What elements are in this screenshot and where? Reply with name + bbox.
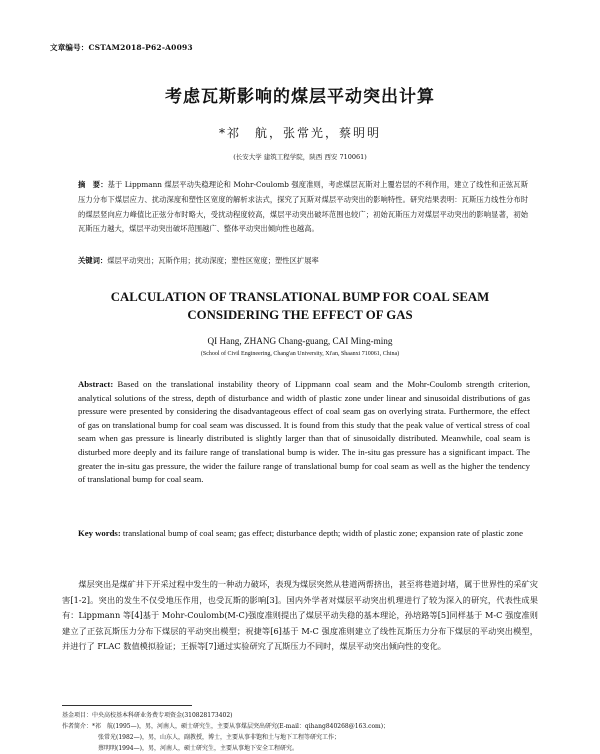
chinese-keywords xyxy=(78,256,528,266)
chinese-title: 考虑瓦斯影响的煤层平动突出计算 xyxy=(165,87,435,107)
footnotes xyxy=(62,710,538,754)
english-abstract xyxy=(78,378,530,487)
chinese-abstract-text: 基于 Lippmann 煤层平动失稳理论和 Mohr-Coulomb 强度准则，考虑煤层瓦斯对上覆岩层的不利作用，建立了线性和正弦瓦斯压力分布下煤层应力、扰动深度和塑性区宽度的解析求法式，探究了瓦斯对煤层平动突出的影响特性。研究结果表明：瓦斯压力线性分布时的煤层竖向应力峰值比正弦分布时略大，受扰动程度较高，煤层平动突出破坏范围也较广；初始瓦斯压力对煤层平动突出的影响显著，初始瓦斯压力越大，煤层平动突出破坏范围越广、整体平动突出倾向性也越高。 xyxy=(78,180,528,234)
chinese-abstract-label: 摘 要： xyxy=(78,180,108,189)
english-keywords xyxy=(78,527,530,541)
english-abstract-text: Based on the translational instability theory of Lippmann coal seam and the Mohr-Coulomb strength criterion, analytical solutions of the stress, depth of disturbance and width of plastic zone under linear and sinusoidal distributions of gas pressure were presented by considering the disadvantageous effect of coal seam gas on overlying strata. Furthermore, the effect of gas on translational bump for coal seam was discussed. It is found from this study that the peak value of vertical stress of coal seam when gas pressure is linearly distributed is slightly larger than that of sinusoidally distributed. Meanwhile, coal seam is disturbed more deeply and its failure range of translational bump is wider. The in-situ gas pressure has a significant impact. The greater the in-situ gas pressure, the wider the failure range of translational bump for coal seam as well as the higher the tendency of translational bump for coal seam. xyxy=(78,379,530,485)
chinese-affiliation: (长安大学 建筑工程学院，陕西 西安 710061) xyxy=(233,153,367,161)
chinese-keywords-label: 关键词： xyxy=(78,256,108,265)
english-keywords-label: Key words: xyxy=(78,528,121,538)
footnote-funding: 基金项目：中央高校基本科研业务费专项资金(310828173402) xyxy=(62,712,233,719)
english-abstract-label: Abstract: xyxy=(78,379,114,389)
body-paragraph: 煤层突出是煤矿井下开采过程中发生的一种动力破坏，表现为煤层突然从巷道两帮挤出，甚至将巷道封堵，属于世界性的采矿灾害[1-2]。突出的发生不仅受地压作用，也受瓦斯的影响[3]。国内外学者对煤层平动突出机理进行了较为深入的研究，代表性成果有：Lippmann 等[4]基于 Mohr-Coulomb(M-C)强度准则提出了煤层平动失稳的基本理论，孙培路等[5]同样基于 M-C 强度准则建立了正弦瓦斯压力分布下煤层的平动突出模型；祝捷等[6]基于 M-C 强度准则建立了线性瓦斯压力分布下煤层的平动突出模型，并进行了 FLAC 数值模拟验证；王振等[7]通过实验研究了瓦斯压力不同时，煤层平动突出倾向性的变化。 xyxy=(62,579,538,652)
article-number: 文章编号：CSTAM2018-P62-A0093 xyxy=(50,43,193,52)
chinese-keywords-text: 煤层平动突出；瓦斯作用；扰动深度；塑性区宽度；塑性区扩展率 xyxy=(107,256,319,265)
english-keywords-text: translational bump of coal seam; gas effect; disturbance depth; width of plastic zone; expansion rate of plastic zone xyxy=(120,528,523,538)
english-title-line2: CONSIDERING THE EFFECT OF GAS xyxy=(187,308,413,322)
footnote-author1: 作者简介：*祁 航(1995—)，男，河南人，硕士研究生，主要从事煤层突出研究(E-mail：qihang840268@163.com)； xyxy=(62,723,390,730)
footnote-author2: 张常光(1982—)，男，山东人，副教授，博士，主要从事非饱和土与地下工程等研究工作； xyxy=(98,734,340,741)
chinese-abstract xyxy=(78,178,528,237)
english-title-line1: CALCULATION OF TRANSLATIONAL BUMP FOR COAL SEAM xyxy=(110,290,490,304)
footnote-author3: 蔡明明(1994—)，男，河南人，硕士研究生，主要从事地下安全工程研究。 xyxy=(98,745,298,752)
english-authors: QI Hang, ZHANG Chang-guang, CAI Ming-ming xyxy=(207,336,393,346)
english-title xyxy=(0,288,600,324)
chinese-authors: *祁 航，张常光，蔡明明 xyxy=(218,126,381,140)
footnote-divider xyxy=(62,705,192,706)
english-affiliation: (School of Civil Engineering, Chang'an University, Xi'an, Shaanxi 710061, China) xyxy=(200,351,400,357)
